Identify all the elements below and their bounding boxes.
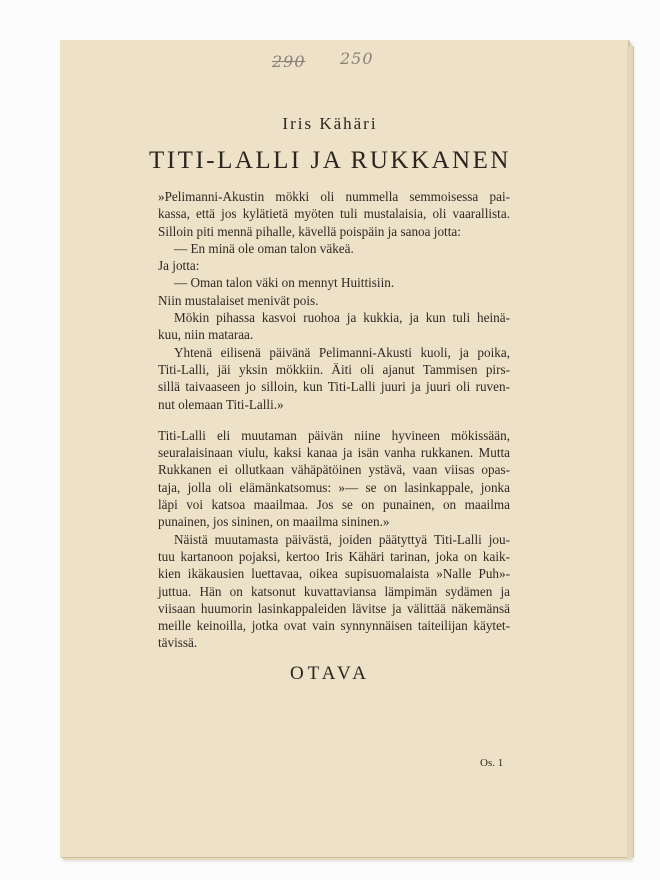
blurb-line: taja, jolla oli elämänkatsomus: »— se on lasinkappale, jonka (158, 479, 510, 495)
blurb-line: Ja jotta: (158, 258, 200, 274)
blurb-line: Niin mustalaiset menivät pois. (158, 292, 319, 308)
blurb-line: Mökin pihassa kasvoi ruohoa ja kukkia, ja kun tuli heinä- (174, 310, 510, 326)
blurb-line: kuu, niin mataraa. (158, 327, 254, 343)
book-title: TITI-LALLI JA RUKKANEN (149, 147, 511, 174)
author-name: Iris Kähäri (282, 114, 378, 133)
blurb-line: Silloin piti mennä pihalle, kävellä poispäin ja sanoa jotta: (158, 223, 461, 239)
blurb-line: Yhtenä eilisenä päivänä Pelimanni-Akusti kuoli, ja poika, (174, 344, 510, 360)
blurb-line: Näistä muutamasta päivästä, joiden päätyttyä Titi-Lalli jou- (174, 531, 510, 547)
blurb-line: kassa, että jos kylätietä myöten tuli mustalaisia, oli vaarallista. (158, 206, 510, 222)
blurb-line: tuu kartanoon pojaksi, kertoo Iris Kähäri tarinan, joka on kaik- (158, 548, 510, 564)
handwritten-note-struck: 290 (272, 52, 306, 71)
blurb-line: seuralaisinaan viulu, kaksi kanaa ja isän vanha rukkanen. Mutta (158, 445, 510, 461)
blurb-line: juttua. Hän on katsonut kuvattaviansa lämpimän sydämen ja (158, 583, 510, 599)
blurb-line: — Oman talon väki on mennyt Huittisiin. (174, 275, 395, 291)
publisher-name: OTAVA (289, 663, 371, 684)
blurb-line: Titi-Lalli, jäi yksin mökkiin. Äiti oli ajanut Tammisen pirs- (158, 361, 510, 377)
handwritten-note-price: 250 (340, 49, 374, 68)
blurb-line: Titi-Lalli eli muutaman päivän niine hyvineen mökissään, (158, 427, 510, 443)
blurb-line: meille keinoilla, jotka ovat vain synnynnäisen taiteilijan käytet- (158, 618, 510, 634)
blurb-line: kien ikäkausien luettavaa, oikea supisuomalaista »Nalle Puh»- (158, 566, 510, 582)
blurb-line: viisaan huumorin lasinkappaleiden lävitse ja välittää näkemänsä (158, 600, 510, 616)
blurb-line: »Pelimanni-Akustin mökki oli nummella semmoisessa pai- (158, 189, 510, 204)
paragraph-gap (158, 413, 510, 427)
blurb-line: läpi voi katsoa maailmaa. Jos se on punainen, on maailma (158, 497, 510, 513)
blurb-line: sillä taivaaseen jo silloin, kun Titi-Lalli juuri ja juuri oli ruven- (158, 379, 510, 395)
catalog-code: Os. 1 (480, 757, 504, 769)
blurb-line: tävissä. (158, 635, 198, 651)
blurb-text (158, 188, 510, 652)
blurb-line: punainen, jos sininen, on maailma sininen.» (158, 514, 390, 530)
blurb-line: Rukkanen ei ollutkaan vähäpätöinen ystävä, vaan viisas opas- (158, 462, 510, 478)
blurb-line: nut olemaan Titi-Lalli.» (158, 396, 284, 412)
blurb-line: — En minä ole oman talon väkeä. (174, 240, 354, 256)
